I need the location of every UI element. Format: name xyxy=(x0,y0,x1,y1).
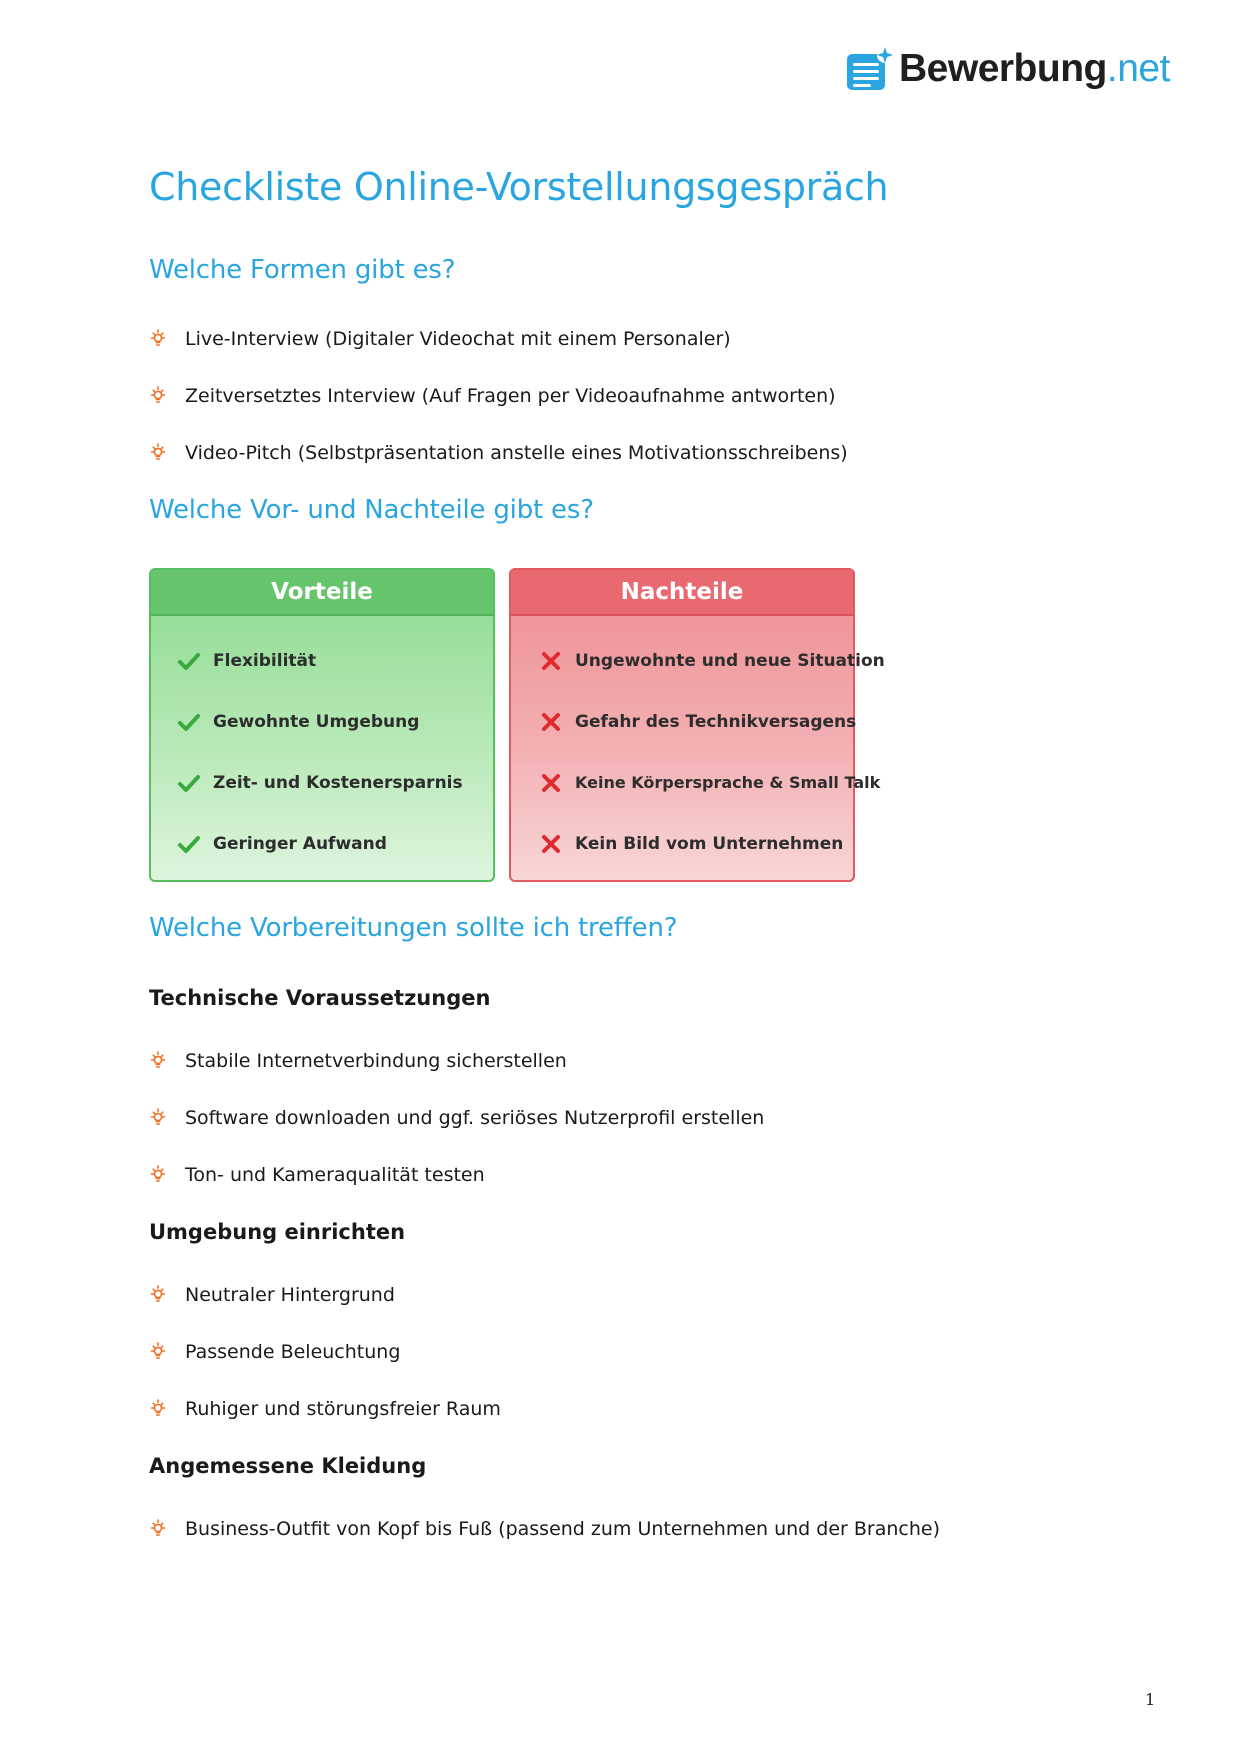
cons-title: Nachteile xyxy=(511,570,853,616)
lightbulb-icon xyxy=(149,1398,167,1420)
logo-wordmark: Bewerbung.net xyxy=(899,47,1170,90)
pros-box xyxy=(149,568,495,882)
subheading-kleidung: Angemessene Kleidung xyxy=(149,1454,427,1478)
lightbulb-icon xyxy=(149,1341,167,1363)
checkmark-icon xyxy=(177,710,201,734)
pros-title: Vorteile xyxy=(151,570,493,616)
list-item: Ruhiger und störungsfreier Raum xyxy=(149,1380,501,1437)
cons-box xyxy=(509,568,885,882)
list-item: Video-Pitch (Selbstpräsentation anstelle eines Motivationsschreibens) xyxy=(149,424,848,481)
heading-vor-nachteile: Welche Vor- und Nachteile gibt es? xyxy=(149,495,594,525)
pros-list xyxy=(151,616,493,874)
checkmark-icon xyxy=(177,649,201,673)
checkmark-icon xyxy=(177,832,201,856)
list-item: Flexibilität xyxy=(151,630,493,691)
lightbulb-icon xyxy=(149,442,167,464)
list-item: Stabile Internetverbindung sicherstellen xyxy=(149,1032,764,1089)
forms-list xyxy=(149,310,848,481)
list-item: Gefahr des Technikversagens xyxy=(511,691,853,752)
cross-icon xyxy=(539,832,563,856)
lightbulb-icon xyxy=(149,1107,167,1129)
cons-list xyxy=(511,616,885,874)
kleidung-list xyxy=(149,1500,940,1557)
cross-icon xyxy=(539,771,563,795)
heading-formen: Welche Formen gibt es? xyxy=(149,255,456,285)
list-item: Zeit- und Kostenersparnis xyxy=(151,752,493,813)
list-item: Gewohnte Umgebung xyxy=(151,691,493,752)
technik-list xyxy=(149,1032,764,1203)
list-item: Ton- und Kameraqualität testen xyxy=(149,1146,764,1203)
list-item: Neutraler Hintergrund xyxy=(149,1266,501,1323)
lightbulb-icon xyxy=(149,1518,167,1540)
list-item: Business-Outfit von Kopf bis Fuß (passend zum Unternehmen und der Branche) xyxy=(149,1500,940,1557)
list-item: Passende Beleuchtung xyxy=(149,1323,501,1380)
subheading-umgebung: Umgebung einrichten xyxy=(149,1220,406,1244)
umgebung-list xyxy=(149,1266,501,1437)
list-item: Live-Interview (Digitaler Videochat mit einem Personaler) xyxy=(149,310,848,367)
cross-icon xyxy=(539,710,563,734)
checkmark-icon xyxy=(177,771,201,795)
list-item: Zeitversetztes Interview (Auf Fragen per Videoaufnahme antworten) xyxy=(149,367,848,424)
list-item: Keine Körpersprache & Small Talk xyxy=(511,752,853,813)
brand-logo xyxy=(845,46,1170,92)
cross-icon xyxy=(539,649,563,673)
heading-vorbereitungen: Welche Vorbereitungen sollte ich treffen? xyxy=(149,913,678,943)
lightbulb-icon xyxy=(149,385,167,407)
list-item: Software downloaden und ggf. seriöses Nutzerprofil erstellen xyxy=(149,1089,764,1146)
page-title: Checkliste Online-Vorstellungsgespräch xyxy=(149,165,889,209)
lightbulb-icon xyxy=(149,328,167,350)
list-item: Kein Bild vom Unternehmen xyxy=(511,813,853,874)
document-sparkle-icon xyxy=(845,46,893,92)
subheading-technik: Technische Voraussetzungen xyxy=(149,986,491,1010)
lightbulb-icon xyxy=(149,1050,167,1072)
lightbulb-icon xyxy=(149,1164,167,1186)
page-number: 1 xyxy=(1145,1690,1156,1709)
list-item: Geringer Aufwand xyxy=(151,813,493,874)
lightbulb-icon xyxy=(149,1284,167,1306)
list-item: Ungewohnte und neue Situation xyxy=(511,630,853,691)
